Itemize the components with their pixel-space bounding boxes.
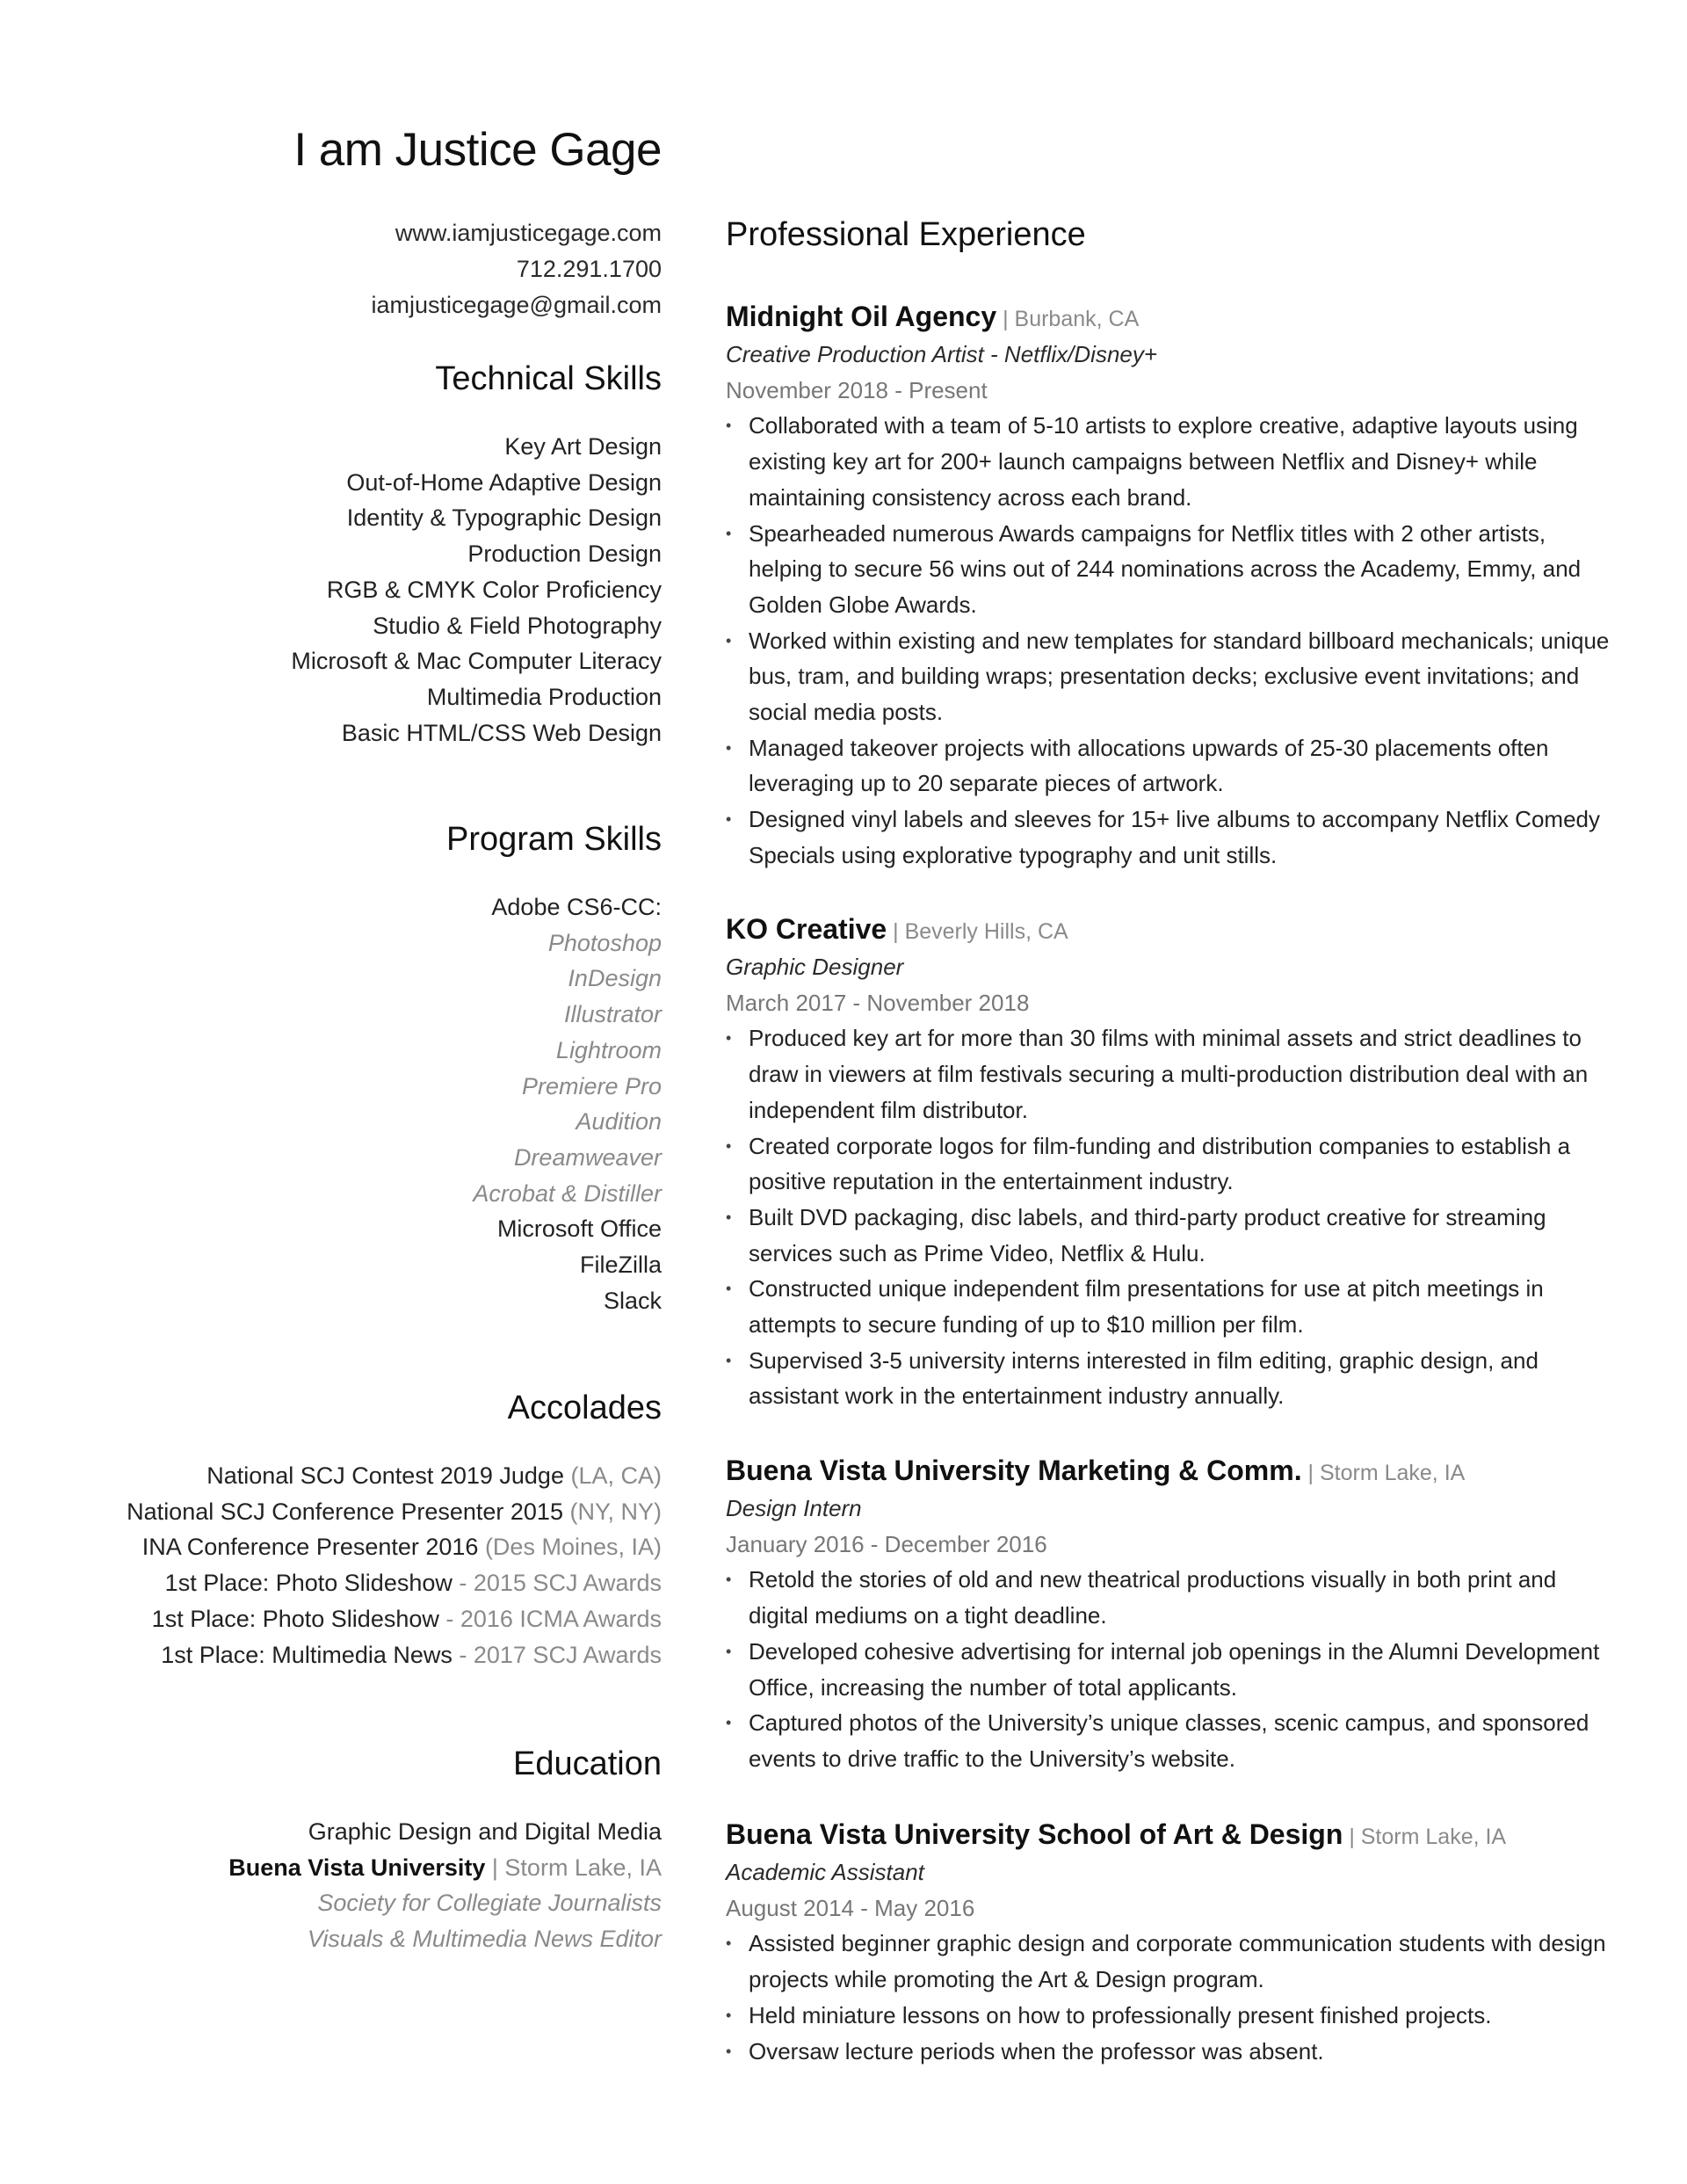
job-title: Creative Production Artist - Netflix/Disney+ xyxy=(726,341,1158,367)
education-heading: Education xyxy=(512,1745,662,1782)
accolades-heading: Accolades xyxy=(507,1389,662,1426)
contact-website[interactable]: www.iamjusticegage.com xyxy=(395,220,662,246)
education-activity: Society for Collegiate Journalists xyxy=(317,1890,662,1917)
list-item: Lightroom xyxy=(555,1036,662,1063)
list-item: Out-of-Home Adaptive Design xyxy=(346,468,662,496)
program-skills-heading: Program Skills xyxy=(446,821,662,858)
education-degree: Graphic Design and Digital Media xyxy=(308,1818,662,1845)
contact-block xyxy=(0,215,662,323)
list-item: Acrobat & Distiller xyxy=(473,1179,662,1207)
list-item: • Created corporate logos for film-funding and distribution companies to establish a positive reputation in the entertainment industry. xyxy=(726,1128,1613,1200)
list-item: • Held miniature lessons on how to professionally present finished projects. xyxy=(726,1998,1613,2034)
list-item: 1st Place: Photo Slideshow - 2015 SCJ Awards xyxy=(164,1570,662,1597)
accolades-section xyxy=(0,1387,662,1672)
list-item: Microsoft & Mac Computer Literacy xyxy=(291,648,662,675)
list-item: Dreamweaver xyxy=(513,1143,662,1171)
list-item: • Produced key art for more than 30 films with minimal assets and strict deadlines to draw in viewers at film festivals securing a multi-production distribution deal with an independent film distributor. xyxy=(726,1020,1613,1128)
job-header: Buena Vista University School of Art & Design | Storm Lake, IA xyxy=(726,1818,1507,1850)
education-section xyxy=(0,1743,662,1957)
list-item: Multimedia Production xyxy=(426,683,662,710)
list-item: • Spearheaded numerous Awards campaigns for Netflix titles with 2 other artists, helping to secure 56 wins out of 244 nominations across the Academy, Emmy, and Golden Globe Awards. xyxy=(726,516,1613,623)
list-item: • Supervised 3-5 university interns interested in film editing, graphic design, and assistant work in the entertainment industry annually. xyxy=(726,1343,1613,1414)
list-item: Audition xyxy=(576,1108,662,1136)
job-entry xyxy=(726,1817,1613,2069)
contact-phone[interactable]: 712.291.1700 xyxy=(516,256,662,282)
list-item: Slack xyxy=(603,1287,662,1314)
list-item: • Captured photos of the University’s unique classes, scenic campus, and sponsored events to drive traffic to the University’s website. xyxy=(726,1705,1613,1776)
list-item: • Designed vinyl labels and sleeves for 15+ live albums to accompany Netflix Comedy Specials using explorative typography and unit stills. xyxy=(726,802,1613,873)
education-list xyxy=(0,1814,662,1957)
job-bullets xyxy=(726,1020,1613,1414)
technical-skills-section xyxy=(0,358,662,751)
list-item: • Oversaw lecture periods when the professor was absent. xyxy=(726,2034,1613,2070)
list-item: Key Art Design xyxy=(504,433,662,460)
education-activity: Visuals & Multimedia News Editor xyxy=(307,1926,662,1953)
list-item: National SCJ Contest 2019 Judge (LA, CA) xyxy=(206,1462,662,1489)
list-item: Identity & Typographic Design xyxy=(346,504,662,532)
contact-email[interactable]: iamjusticegage@gmail.com xyxy=(371,292,662,318)
list-item: 1st Place: Multimedia News - 2017 SCJ Awards xyxy=(161,1641,662,1668)
list-item: • Managed takeover projects with allocations upwards of 25-30 placements often leveraging up to 20 separate pieces of artwork. xyxy=(726,730,1613,802)
list-item: Premiere Pro xyxy=(521,1072,662,1099)
job-title: Graphic Designer xyxy=(726,954,904,980)
technical-skills-list xyxy=(0,429,662,751)
job-header: Midnight Oil Agency | Burbank, CA xyxy=(726,301,1140,332)
list-item: InDesign xyxy=(568,965,662,992)
resume-name: I am Justice Gage xyxy=(293,124,662,176)
list-item: Studio & Field Photography xyxy=(373,612,662,639)
list-item: 1st Place: Photo Slideshow - 2016 ICMA Awards xyxy=(151,1605,662,1632)
job-entry xyxy=(726,1453,1613,1777)
job-bullets xyxy=(726,1926,1613,2069)
experience-heading: Professional Experience xyxy=(726,216,1086,253)
list-item: • Collaborated with a team of 5-10 artists to explore creative, adaptive layouts using existing key art for 200+ launch campaigns between Netflix and Disney+ while maintaining consistency across each brand. xyxy=(726,408,1613,515)
job-dates: January 2016 - December 2016 xyxy=(726,1530,1047,1557)
job-entry xyxy=(726,911,1613,1414)
job-dates: August 2014 - May 2016 xyxy=(726,1894,975,1921)
list-item: • Built DVD packaging, disc labels, and third-party product creative for streaming services such as Prime Video, Netflix & Hulu. xyxy=(726,1200,1613,1271)
program-skills-section xyxy=(0,818,662,1318)
list-item: Illustrator xyxy=(563,1001,662,1028)
list-item: FileZilla xyxy=(579,1252,662,1279)
program-skills-list xyxy=(0,889,662,1318)
list-item: Adobe CS6-CC: xyxy=(491,894,662,920)
technical-skills-heading: Technical Skills xyxy=(435,360,662,397)
list-item: Microsoft Office xyxy=(496,1215,662,1243)
list-item: • Worked within existing and new templates for standard billboard mechanicals; unique bus, tram, and building wraps; presentation decks; exclusive event invitations; and social media posts. xyxy=(726,623,1613,730)
job-entry xyxy=(726,299,1613,874)
job-dates: March 2017 - November 2018 xyxy=(726,989,1030,1016)
list-item: • Developed cohesive advertising for internal job openings in the Alumni Development Office, increasing the number of total applicants. xyxy=(726,1634,1613,1705)
job-bullets xyxy=(726,408,1613,873)
job-header: Buena Vista University Marketing & Comm. | Storm Lake, IA xyxy=(726,1455,1466,1486)
job-title: Academic Assistant xyxy=(726,1859,924,1885)
education-school: Buena Vista University | Storm Lake, IA xyxy=(228,1854,662,1881)
job-dates: November 2018 - Present xyxy=(726,376,988,403)
list-item: Photoshop xyxy=(547,929,662,956)
job-title: Design Intern xyxy=(726,1495,862,1521)
list-item: Basic HTML/CSS Web Design xyxy=(341,719,662,746)
job-bullets xyxy=(726,1562,1613,1776)
list-item: INA Conference Presenter 2016 (Des Moines, IA) xyxy=(141,1534,662,1561)
list-item: • Retold the stories of old and new theatrical productions visually in both print and digital mediums on a tight deadline. xyxy=(726,1562,1613,1633)
list-item: • Assisted beginner graphic design and corporate communication students with design projects while promoting the Art & Design program. xyxy=(726,1926,1613,1997)
list-item: Production Design xyxy=(467,541,662,568)
list-item: National SCJ Conference Presenter 2015 (NY, NY) xyxy=(127,1498,662,1525)
list-item: RGB & CMYK Color Proficiency xyxy=(326,576,662,603)
accolades-list xyxy=(0,1458,662,1672)
list-item: • Constructed unique independent film presentations for use at pitch meetings in attempts to secure funding of up to $10 million per film. xyxy=(726,1271,1613,1342)
job-header: KO Creative | Beverly Hills, CA xyxy=(726,913,1068,945)
